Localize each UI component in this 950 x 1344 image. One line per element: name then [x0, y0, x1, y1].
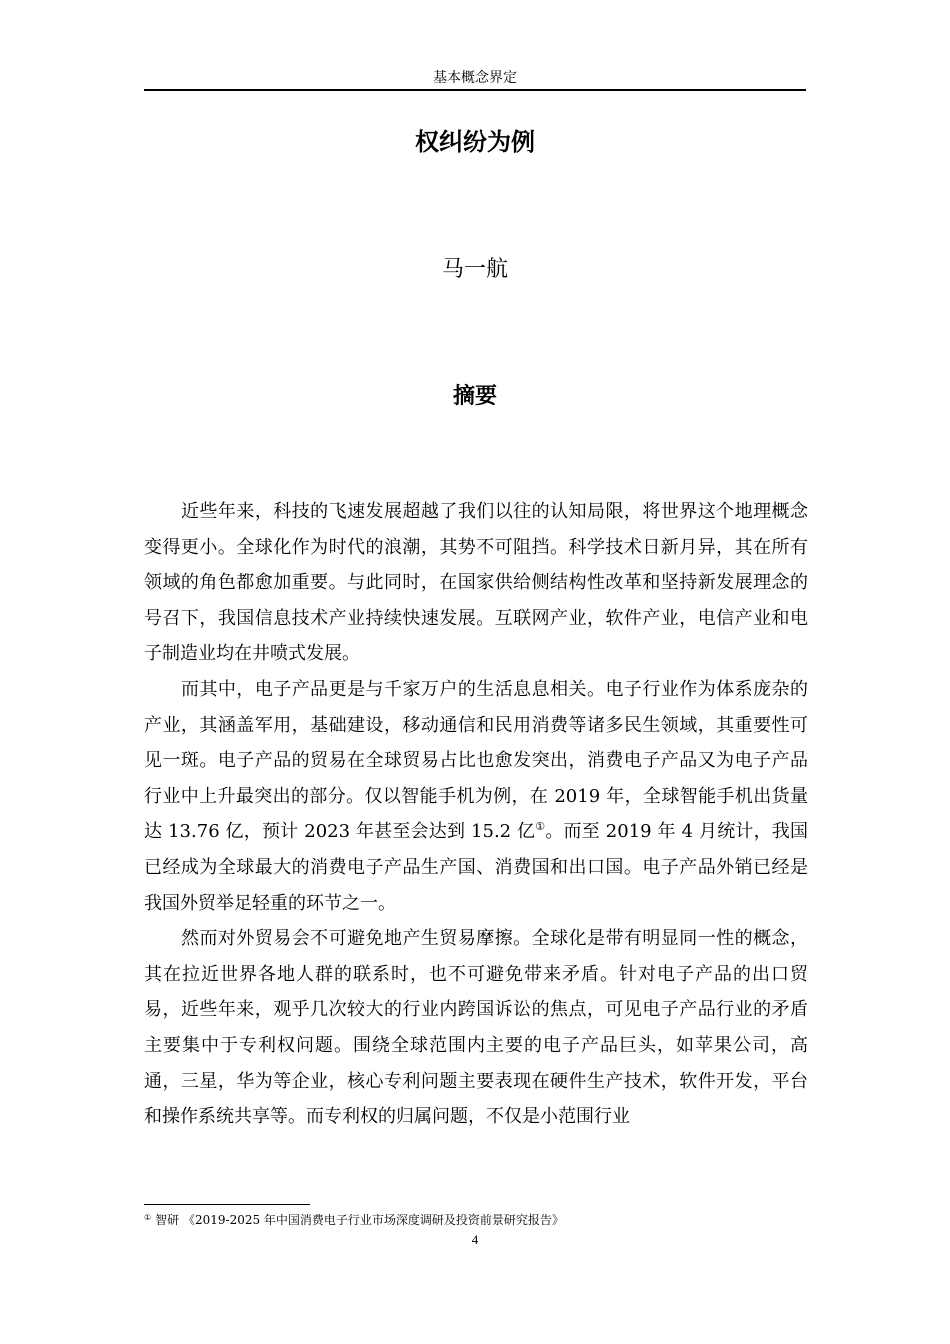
author-name: 马一航	[441, 257, 508, 282]
footnote-marker: ①	[144, 1213, 152, 1222]
footnote-text: 智研 《2019-2025 年中国消费电子行业市场深度调研及投资前景研究报告》	[155, 1213, 564, 1227]
running-header: 基本概念界定	[433, 70, 517, 86]
header-rule	[144, 89, 806, 91]
abstract-heading: 摘要	[452, 384, 497, 409]
paragraph: 然而对外贸易会不可避免地产生贸易摩擦。全球化是带有明显同一性的概念，其在拉近世界各地人群的联系时，也不可避免带来矛盾。针对电子产品的出口贸易，近些年来，观乎几次较大的行业内跨国诉讼的焦点，可见电子产品行业的矛盾主要集中于专利权问题。围绕全球范围内主要的电子产品巨头，如苹果公司，高通，三星，华为等企业，核心专利问题主要表现在硬件生产技术，软件开发，平台和操作系统共享等。而专利权的归属问题，不仅是小范围行业	[144, 928, 808, 1128]
paragraph	[144, 672, 808, 921]
paragraph-text: 而其中，电子产品更是与千家万户的生活息息相关。电子行业作为体系庞杂的产业，其涵盖军用，基础建设，移动通信和民用消费等诸多民生领域，其重要性可见一斑。电子产品的贸易在全球贸易占比也愈发突出，消费电子产品又为电子产品行业中上升最突出的部分。仅以智能手机为例，在 2019 年，全球智能手机出货量达 13.76 亿，预计 2023 年甚至会达到 15.2 亿	[144, 678, 808, 843]
paragraph: 近些年来，科技的飞速发展超越了我们以往的认知局限，将世界这个地理概念变得更小。全球化作为时代的浪潮，其势不可阻挡。科学技术日新月异，其在所有领域的角色都愈加重要。与此同时，在国家供给侧结构性改革和坚持新发展理念的号召下，我国信息技术产业持续快速发展。互联网产业，软件产业，电信产业和电子制造业均在井喷式发展。	[144, 501, 808, 665]
paragraph-text: 。而至 2019 年 4 月统计，我国已经成为全球最大的消费电子产品生产国、消费国和出口国。电子产品外销已经是我国外贸举足轻重的环节之一。	[144, 821, 808, 914]
footnote	[144, 1211, 806, 1229]
footnote-reference[interactable]: ①	[535, 820, 546, 834]
page-title: 权纠纷为例	[415, 128, 535, 156]
page-number: 4	[471, 1232, 479, 1247]
footnote-rule	[144, 1204, 310, 1205]
abstract-body	[144, 494, 808, 1135]
